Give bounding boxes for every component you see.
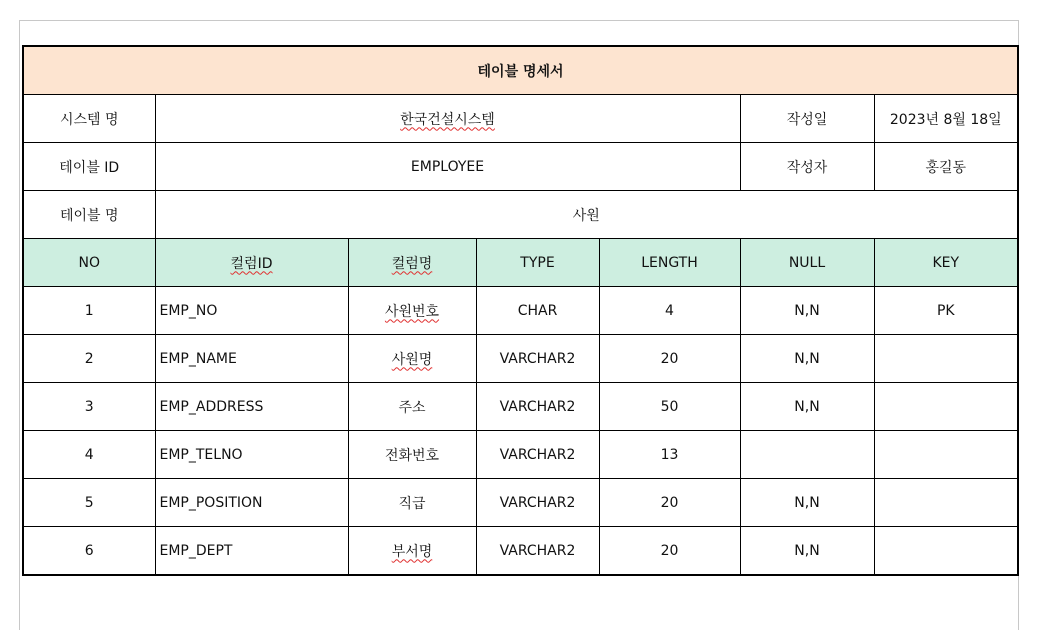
- table-row: [23, 479, 1018, 527]
- cell-type[interactable]: CHAR: [476, 287, 599, 335]
- cell-key[interactable]: [874, 527, 1018, 576]
- title-row: [23, 46, 1018, 95]
- cell-key[interactable]: [874, 479, 1018, 527]
- cell-null[interactable]: [740, 431, 874, 479]
- cell-type[interactable]: VARCHAR2: [476, 335, 599, 383]
- cell-type[interactable]: VARCHAR2: [476, 431, 599, 479]
- column-header-row: [23, 239, 1018, 287]
- meta-row-system: [23, 95, 1018, 143]
- system-name-text: 한국건설시스템: [400, 111, 495, 128]
- table-spec-sheet: [22, 45, 1019, 576]
- table-row: [23, 383, 1018, 431]
- table-id-label[interactable]: 테이블 ID: [23, 143, 155, 191]
- header-null[interactable]: NULL: [740, 239, 874, 287]
- header-length[interactable]: LENGTH: [599, 239, 740, 287]
- cell-column-name[interactable]: [348, 335, 476, 383]
- cell-column-name-text: 사원명: [391, 351, 433, 368]
- table-row: [23, 287, 1018, 335]
- header-column-name-text: 컬럼명: [391, 255, 433, 272]
- created-date-label[interactable]: 작성일: [740, 95, 874, 143]
- author-value[interactable]: 홍길동: [874, 143, 1018, 191]
- cell-column-name[interactable]: 주소: [348, 383, 476, 431]
- author-label[interactable]: 작성자: [740, 143, 874, 191]
- cell-no[interactable]: 2: [23, 335, 155, 383]
- cell-column-name[interactable]: [348, 527, 476, 576]
- table-name-value[interactable]: 사원: [155, 191, 1018, 239]
- cell-null[interactable]: N,N: [740, 383, 874, 431]
- meta-row-table-name: [23, 191, 1018, 239]
- header-column-name[interactable]: [348, 239, 476, 287]
- cell-column-name-text: 부서명: [391, 543, 433, 560]
- cell-column-id[interactable]: EMP_NAME: [155, 335, 348, 383]
- cell-column-name[interactable]: 직급: [348, 479, 476, 527]
- cell-column-name[interactable]: 전화번호: [348, 431, 476, 479]
- created-date-value[interactable]: 2023년 8월 18일: [874, 95, 1018, 143]
- cell-key[interactable]: [874, 335, 1018, 383]
- cell-column-name[interactable]: [348, 287, 476, 335]
- cell-length[interactable]: 4: [599, 287, 740, 335]
- cell-length[interactable]: 20: [599, 527, 740, 576]
- cell-key[interactable]: PK: [874, 287, 1018, 335]
- cell-length[interactable]: 20: [599, 335, 740, 383]
- cell-no[interactable]: 3: [23, 383, 155, 431]
- header-column-id-text: 컬럼ID: [230, 255, 273, 272]
- cell-no[interactable]: 1: [23, 287, 155, 335]
- cell-null[interactable]: N,N: [740, 287, 874, 335]
- table-row: [23, 527, 1018, 576]
- document-title[interactable]: 테이블 명세서: [23, 46, 1018, 95]
- cell-type[interactable]: VARCHAR2: [476, 479, 599, 527]
- cell-column-name-text: 사원번호: [384, 303, 440, 320]
- cell-column-id[interactable]: EMP_NO: [155, 287, 348, 335]
- cell-no[interactable]: 5: [23, 479, 155, 527]
- system-name-value[interactable]: [155, 95, 740, 143]
- cell-type[interactable]: VARCHAR2: [476, 527, 599, 576]
- cell-no[interactable]: 4: [23, 431, 155, 479]
- header-no[interactable]: NO: [23, 239, 155, 287]
- table-row: [23, 431, 1018, 479]
- cell-key[interactable]: [874, 431, 1018, 479]
- cell-null[interactable]: N,N: [740, 335, 874, 383]
- table-name-label[interactable]: 테이블 명: [23, 191, 155, 239]
- cell-length[interactable]: 13: [599, 431, 740, 479]
- cell-length[interactable]: 20: [599, 479, 740, 527]
- table-row: [23, 335, 1018, 383]
- cell-null[interactable]: N,N: [740, 527, 874, 576]
- header-key[interactable]: KEY: [874, 239, 1018, 287]
- meta-row-table-id: [23, 143, 1018, 191]
- header-column-id[interactable]: [155, 239, 348, 287]
- table-id-value[interactable]: EMPLOYEE: [155, 143, 740, 191]
- cell-null[interactable]: N,N: [740, 479, 874, 527]
- cell-length[interactable]: 50: [599, 383, 740, 431]
- cell-key[interactable]: [874, 383, 1018, 431]
- cell-column-id[interactable]: EMP_TELNO: [155, 431, 348, 479]
- system-name-label[interactable]: 시스템 명: [23, 95, 155, 143]
- cell-no[interactable]: 6: [23, 527, 155, 576]
- cell-column-id[interactable]: EMP_POSITION: [155, 479, 348, 527]
- cell-type[interactable]: VARCHAR2: [476, 383, 599, 431]
- cell-column-id[interactable]: EMP_ADDRESS: [155, 383, 348, 431]
- cell-column-id[interactable]: EMP_DEPT: [155, 527, 348, 576]
- header-type[interactable]: TYPE: [476, 239, 599, 287]
